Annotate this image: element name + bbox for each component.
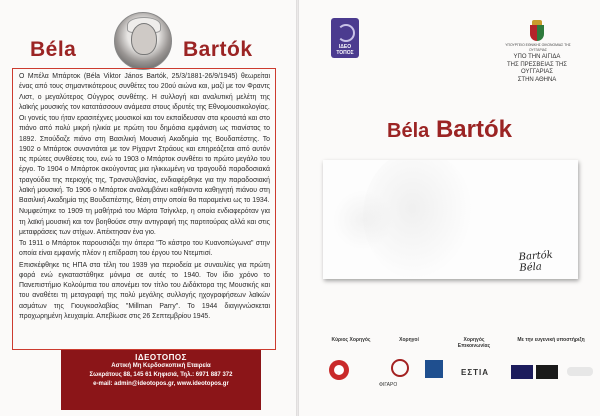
patronage-line: ΣΤΗΝ ΑΘΗΝΑ: [517, 76, 557, 83]
estia-logo-text: ΕΣΤΙΑ: [461, 368, 490, 377]
supporter-logo-icon: [511, 365, 533, 379]
organizer-contact[interactable]: e-mail: admin@ideotopos.gr, www.ideotopos.gr: [93, 381, 229, 387]
photo-ghost-shape: [333, 190, 393, 250]
organizer-name: ΙΔΕΟΤΟΠΟΣ: [135, 353, 187, 362]
title-last-name: Bartók: [183, 38, 253, 61]
ideotopos-logo-icon: [331, 18, 359, 58]
cover-photo: [323, 160, 578, 279]
sponsor-labels: [299, 338, 600, 350]
bio-paragraph: Ο Μπέλα Μπάρτοκ (Béla Viktor János Bartók, 25/3/1881-26/9/1945) θεωρείται ένας από τους σημαντικότερους συνθέτες του 20ού αιώνα και, μαζί με τον Φραντς Λιστ, ο μεγαλύτερος Ούγγρος συνθέτης. Η συλλογή και αναλυτική μελέτη της λαϊκής μουσικής τον κατατάσσουν ανάμεσα στους ιδρυτές της Εθνομουσικολογίας.: [19, 73, 270, 111]
figaro-logo-text: ΦΙΓΑΡΟ: [379, 382, 398, 388]
ideotopos-ring: [337, 24, 355, 42]
biography-box: [12, 68, 276, 350]
crest-shield: [530, 25, 544, 41]
bio-paragraph: Οι γονείς του ήταν ερασιτέχνες μουσικοί και τον εκπαίδευσαν στα κρουστά και στο πιάνο από πολύ μικρή ηλικία με πρώτη του δημόσια εμφάνιση ως πιανίστας το 1892. Σπούδαζε πιάνο στη Βασιλική Μουσική Ακαδημία της Βουδαπέστης. Το 1902 ο Μπάρτοκ συναντάται με τον Ρίχαρντ Στράους και επηρεάζεται από αυτόν τις πρώτες συνθέσεις του, ενώ το 1903 ο Μπάρτοκ συνθέτει το πρώτο μεγάλο του έργο. Το 1904 ο Μπάρτοκ ακούγοντας μια ηλικιωμένη να τραγουδά παραδοσιακά τραγούδια της περιοχής της, Τρανσυλβανίας, ενδιαφέρθηκε για την παραδοσιακή λαϊκή μουσική. Το 1906 ο Μπάρτοκ αναλαμβάνει καθήκοντα καθηγητή πιάνου στη Βασιλική Ακαδημία της Βουδαπέστης, θέση στην οποία θα παραμείνει ως το 1934.: [19, 115, 270, 204]
supporter-logo-icon: [567, 367, 593, 376]
organizer-line: Αστική Μη Κερδοσκοπική Εταιρεία: [111, 363, 211, 369]
sponsor-label: Με την ευγενική υποστήριξη: [517, 337, 585, 343]
right-panel: [299, 0, 600, 416]
patronage-text: [499, 54, 575, 84]
figaro-logo-icon: [391, 359, 409, 377]
patronage-line: ΥΠΟ ΤΗΝ ΑΙΓΙΔΑ: [513, 54, 561, 60]
bio-paragraph: Επισκέφθηκε τις ΗΠΑ στα τέλη του 1939 για περιοδεία με συναυλίες για πρώτη φορά ενώ εγκαταστάθηκε μόνιμα σε αυτές το 1940. Τον ίδιο χρόνο το Πανεπιστήμιο Κολούμπια του απονέμει τον τίτλο του Διδάκτορα της Μουσικής και του αναθέτει τη μεταγραφή της πολύ μεγάλης συλλογής ηχογραφήσεων λαϊκών ασμάτων της Γιουγκοσλαβίας "Millman Parry". Το 1944 διαγιγνώσκεται προχωρημένη λευχαιμία. Απεβίωσε στις 26 Σεπτεμβρίου 1945.: [19, 261, 270, 320]
cover-title: [299, 116, 600, 144]
bio-paragraph: Το 1911 ο Μπάρτοκ παρουσιάζει την όπερα "Το κάστρο του Κυανοπώγωνα" στην οποία είναι εμφανής πλέον η επίδραση του έργου του Ντεμπισί.: [19, 240, 270, 258]
sponsor-label: Χορηγός Επικοινωνίας: [457, 337, 491, 349]
cover-title-first: Béla: [387, 120, 430, 142]
sponsor-logo-icon: [425, 360, 443, 378]
cover-title-last: Bartók: [435, 116, 512, 143]
title-first-name: Béla: [30, 38, 77, 61]
crest-caption: ΥΠΟΥΡΓΕΙΟ ΕΘΝΙΚΗΣ ΟΙΚΟΝΟΜΙΑΣ ΤΗΣ ΟΥΓΓΑΡΙΑΣ: [505, 43, 571, 52]
left-panel: [0, 0, 296, 416]
left-header: [0, 12, 296, 72]
main-sponsor-logo-icon: [329, 360, 349, 380]
organizer-footer: [61, 350, 261, 410]
organizer-address: Σωκράτους 88, 145 61 Κηφισιά, Τηλ.: 6971 887 372: [89, 372, 233, 378]
patronage-line: ΤΗΣ ΠΡΕΣΒΕΙΑΣ ΤΗΣ ΟΥΓΓΑΡΙΑΣ: [506, 61, 568, 75]
signature: Bartók Béla: [518, 249, 554, 275]
sponsor-label: Κύριος Χορηγός: [331, 337, 371, 343]
portrait-image: [114, 12, 172, 70]
hungary-crest-icon: [528, 20, 546, 42]
supporter-logo-icon: [536, 365, 558, 379]
bio-paragraph: Νυμφεύτηκε το 1909 τη μαθήτριά του Μάρτα Τσίγκλερ, η οποία ενδιαφερόταν για τη λαϊκή μουσική και τον βοηθούσε στην αντιγραφή της παρτιτούρας αλλά και στις μεταφράσεις των στίχων. Απέκτησαν ένα γιο.: [19, 208, 270, 236]
sponsor-logos: [299, 358, 600, 398]
ideotopos-logo-label: ΙΔΕΟ ΤΟΠΟΣ: [336, 44, 354, 56]
sponsor-label: Χορηγοί: [399, 337, 419, 343]
portrait-face: [131, 23, 157, 55]
